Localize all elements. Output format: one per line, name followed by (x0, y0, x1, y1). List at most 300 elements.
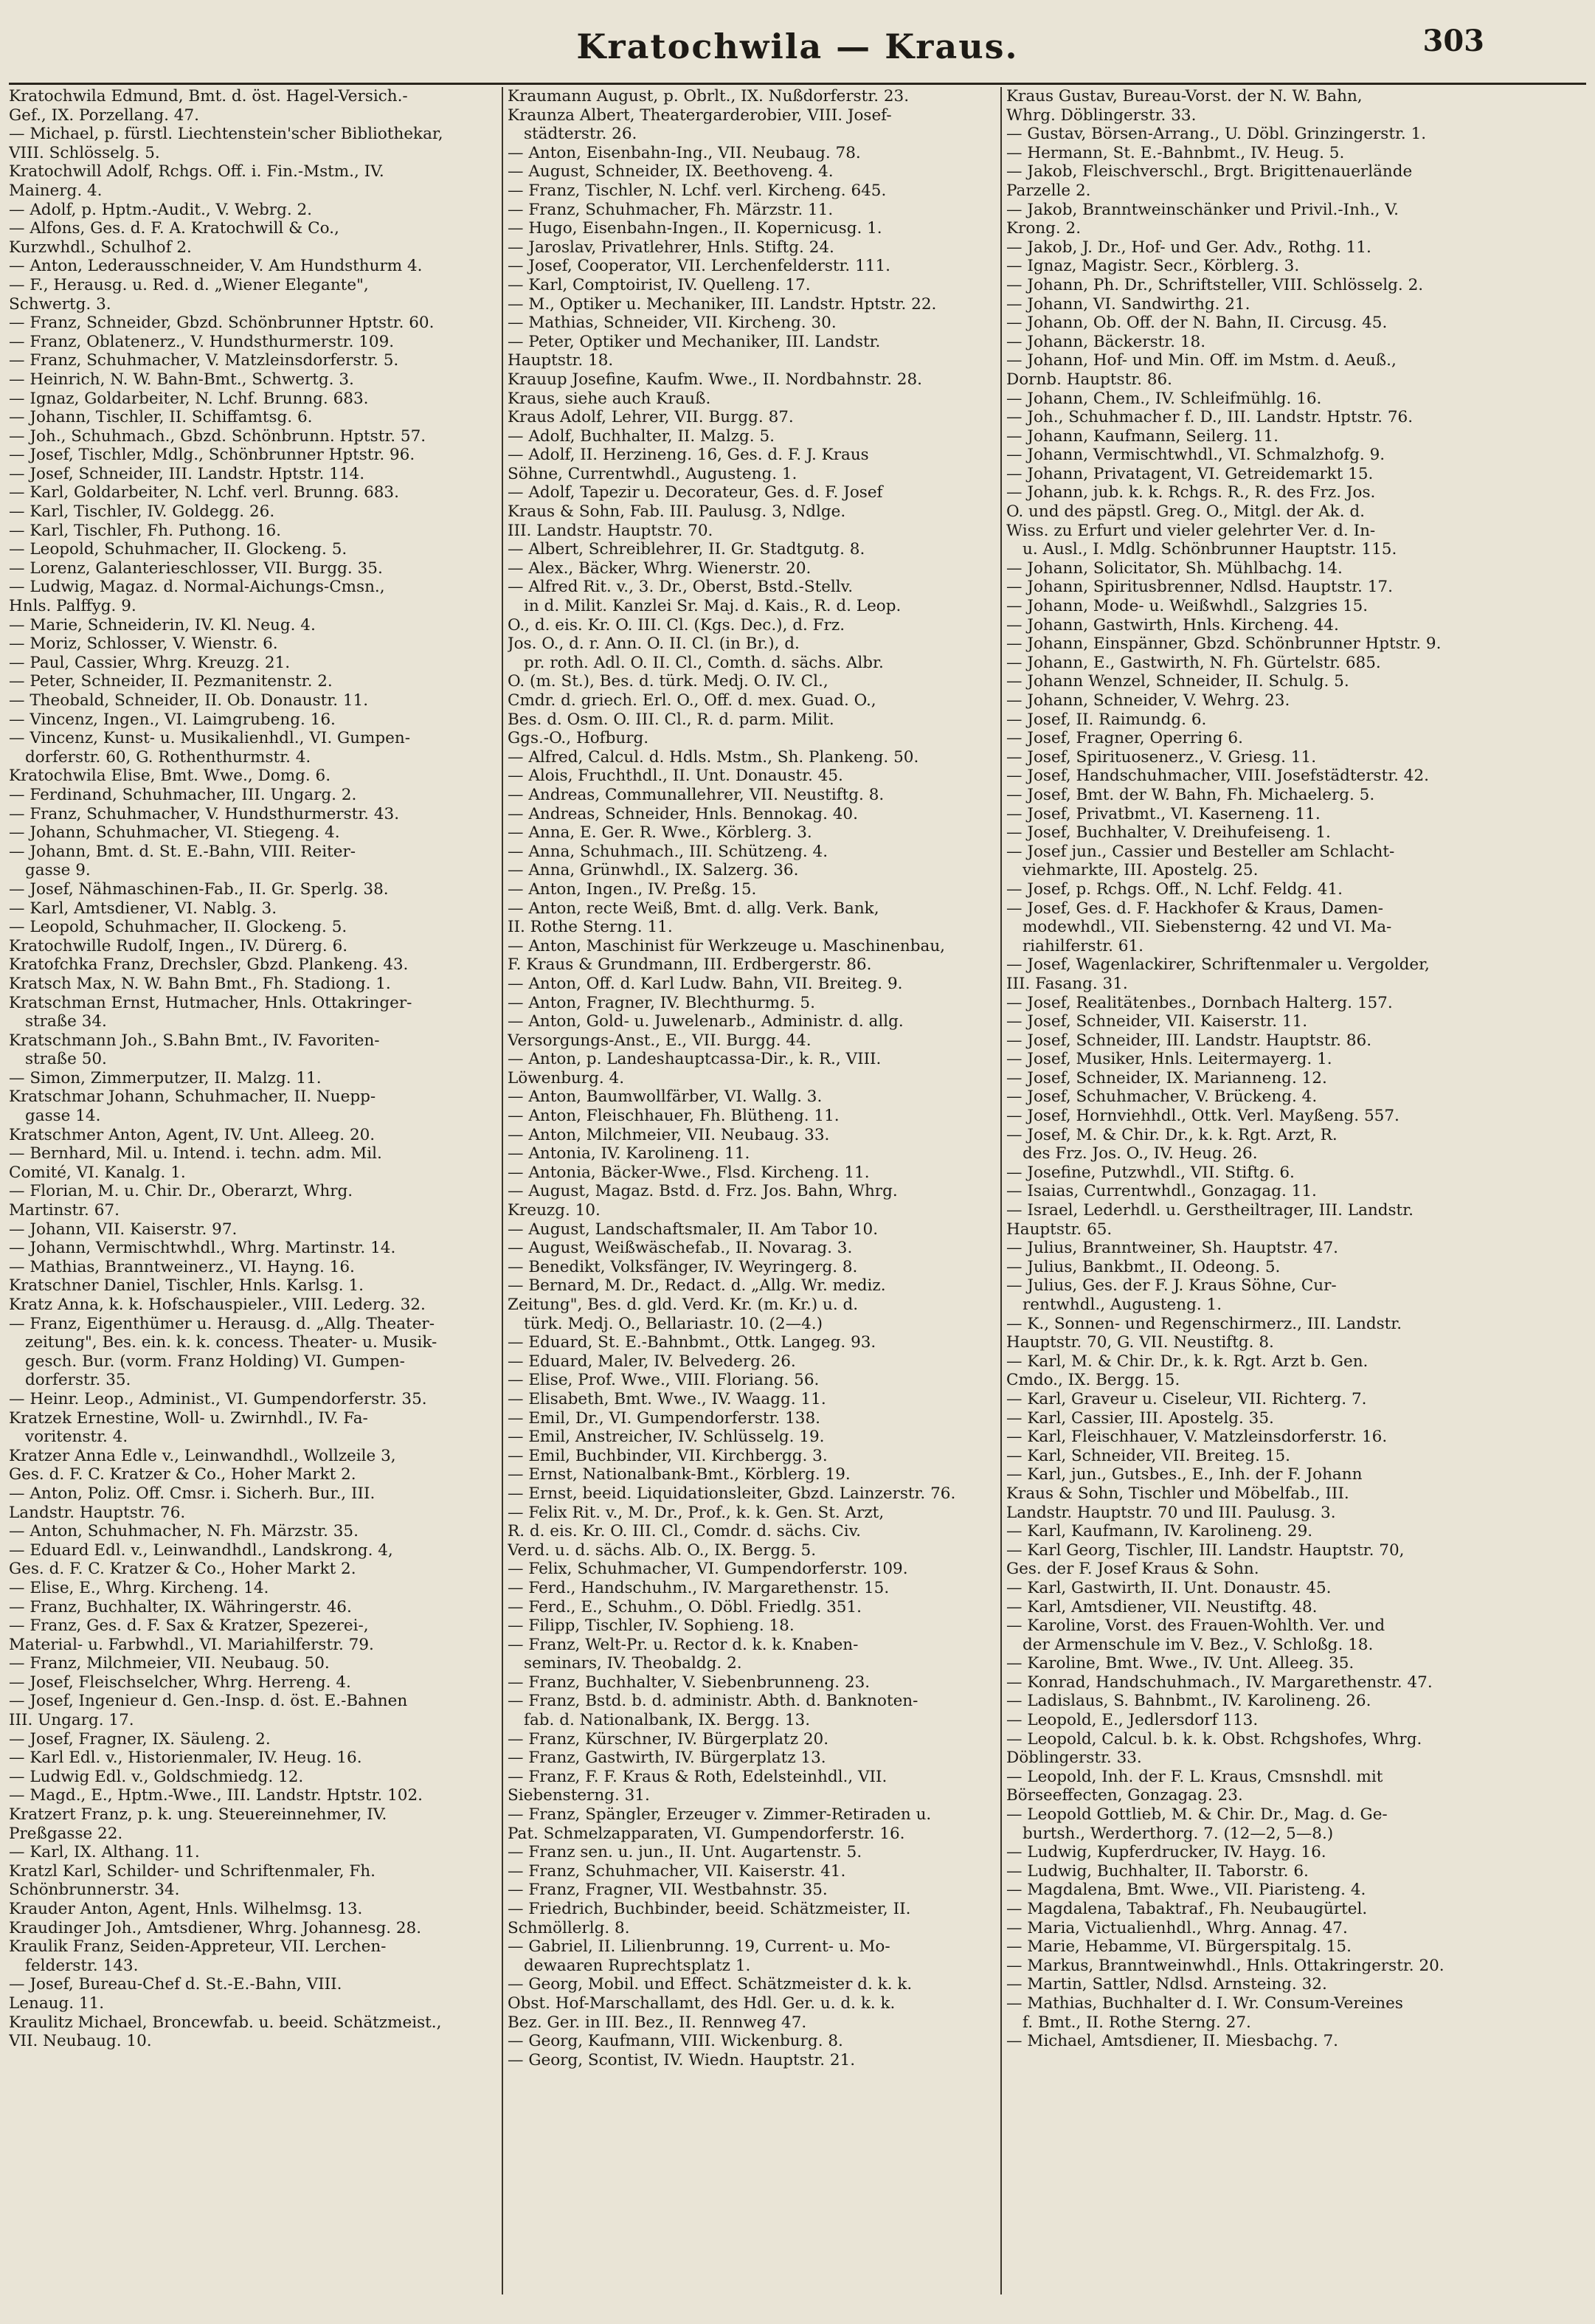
directory-line: Kratochwila Elise, Bmt. Wwe., Domg. 6. (9, 767, 331, 786)
directory-line: Börseeffecten, Gonzagag. 23. (1006, 1786, 1243, 1805)
directory-line: Kratzl Karl, Schilder- und Schriftenmaler, Fh. (9, 1861, 376, 1881)
directory-line: Kraus Gustav, Bureau-Vorst. der N. W. Bahn, (1006, 87, 1363, 106)
directory-line: — Isaias, Currentwhdl., Gonzagag. 11. (1006, 1182, 1317, 1201)
directory-line: Kratochwila Edmund, Bmt. d. öst. Hagel-Versich.- (9, 87, 408, 106)
directory-line: Jos. O., d. r. Ann. O. II. Cl. (in Br.), d. (508, 634, 800, 654)
directory-line: Versorgungs-Anst., E., VII. Burgg. 44. (508, 1031, 812, 1050)
directory-line: — Alois, Fruchthdl., II. Unt. Donaustr. 45. (508, 767, 843, 786)
directory-line: — Gustav, Börsen-Arrang., U. Döbl. Grinzingerstr. 1. (1006, 125, 1427, 144)
directory-line: — Elisabeth, Bmt. Wwe., IV. Waagg. 11. (508, 1389, 826, 1408)
directory-line: — Johann, Ob. Off. der N. Bahn, II. Circusg. 45. (1006, 314, 1388, 333)
page-title: Kratochwila — Kraus. (576, 27, 1019, 66)
directory-line: — Franz, Schneider, Gbzd. Schönbrunner Hptstr. 60. (9, 314, 435, 333)
directory-line: — Karl, jun., Gutsbes., E., Inh. der F. Johann (1006, 1465, 1363, 1484)
directory-line: Kreuzg. 10. (508, 1201, 601, 1220)
directory-line: Krauder Anton, Agent, Hnls. Wilhelmsg. 13. (9, 1900, 363, 1918)
directory-line: — Franz, Buchhalter, V. Siebenbrunneng. 23. (508, 1673, 871, 1692)
directory-line: städterstr. 26. (524, 125, 637, 144)
directory-line: — Johann, VII. Kaiserstr. 97. (9, 1220, 238, 1239)
directory-line: — Florian, M. u. Chir. Dr., Oberarzt, Whrg. (9, 1182, 353, 1201)
directory-line: Kraus & Sohn, Fab. III. Paulusg. 3, Ndlge. (508, 502, 846, 522)
directory-line: Cmdo., IX. Bergg. 15. (1006, 1371, 1180, 1390)
directory-line: — Benedikt, Volksfänger, IV. Weyringerg. 8. (508, 1257, 858, 1276)
directory-line: — Anton, Ingen., IV. Preßg. 15. (508, 879, 757, 899)
column-3 (1006, 87, 1495, 2294)
directory-line: — Johann, Vermischtwhdl., Whrg. Martinstr. 14. (9, 1239, 396, 1258)
directory-line: — Peter, Schneider, II. Pezmanitenstr. 2. (9, 672, 333, 691)
directory-line: — Josef, Fleischselcher, Whrg. Herreng. 4. (9, 1673, 351, 1692)
directory-line: — Franz, Schuhmacher, V. Hundsthurmerstr. 43. (9, 804, 400, 823)
directory-line: — Johann, Bmt. d. St. E.-Bahn, VIII. Reiter- (9, 842, 356, 861)
directory-line: — Franz, Milchmeier, VII. Neubaug. 50. (9, 1654, 330, 1673)
directory-line: — M., Optiker u. Mechaniker, III. Landstr. Hptstr. 22. (508, 294, 937, 314)
directory-line: Wiss. zu Erfurt und vieler gelehrter Ver. d. In- (1006, 521, 1376, 540)
directory-line: — Franz, Gastwirth, IV. Bürgerplatz 13. (508, 1749, 826, 1768)
directory-line: Ges. der F. Josef Kraus & Sohn. (1006, 1560, 1259, 1579)
directory-line: — Josef, Spirituosenerz., V. Griesg. 11. (1006, 747, 1317, 767)
directory-line: — Franz, Schuhmacher, Fh. Märzstr. 11. (508, 200, 834, 219)
directory-line: — Karoline, Vorst. des Frauen-Wohlth. Ver. und (1006, 1616, 1385, 1636)
directory-line: Kratschmar Johann, Schuhmacher, II. Nuepp- (9, 1087, 376, 1107)
directory-line: — Josef, Bmt. der W. Bahn, Fh. Michaelerg. 5. (1006, 785, 1375, 804)
directory-line: — Jaroslav, Privatlehrer, Hnls. Stiftg. 24. (508, 238, 834, 257)
directory-line: VIII. Schlösselg. 5. (9, 143, 160, 162)
directory-line: Kraumann August, p. Obrlt., IX. Nußdorferstr. 23. (508, 87, 910, 106)
directory-line: Whrg. Döblingerstr. 33. (1006, 106, 1197, 125)
directory-line: — Ludwig, Kupferdrucker, IV. Hayg. 16. (1006, 1843, 1326, 1862)
directory-line: — Jakob, Fleischverschl., Brgt. Brigittenauerlände (1006, 162, 1413, 181)
directory-line: — Adolf, II. Herzineng. 16, Ges. d. F. J. Kraus (508, 446, 869, 465)
directory-line: — Vincenz, Ingen., VI. Laimgrubeng. 16. (9, 710, 336, 729)
directory-line: — Anna, E. Ger. R. Wwe., Körblerg. 3. (508, 823, 812, 843)
directory-line: — Johann, jub. k. k. Rchgs. R., R. des Frz. Jos. (1006, 483, 1376, 502)
directory-line: Bez. Ger. in III. Bez., II. Rennweg 47. (508, 2013, 807, 2032)
directory-line: — Franz, Welt-Pr. u. Rector d. k. k. Knaben- (508, 1635, 859, 1654)
directory-line: straße 50. (25, 1050, 107, 1069)
directory-line: Comité, VI. Kanalg. 1. (9, 1163, 186, 1182)
directory-line: — Anton, Fragner, IV. Blechthurmg. 5. (508, 993, 815, 1012)
directory-line: — Simon, Zimmerputzer, II. Malzg. 11. (9, 1068, 322, 1087)
directory-line: rentwhdl., Augusteng. 1. (1023, 1296, 1222, 1314)
directory-line: — Karl, Goldarbeiter, N. Lchf. verl. Brunng. 683. (9, 483, 399, 502)
directory-line: zeitung", Bes. ein. k. k. concess. Theater- u. Musik- (25, 1333, 437, 1352)
directory-line: O., d. eis. Kr. O. III. Cl. (Kgs. Dec.), d. Frz. (508, 615, 845, 634)
directory-line: II. Rothe Sterng. 11. (508, 918, 673, 937)
column-1 (9, 87, 497, 2294)
directory-line: — Anton, Gold- u. Juwelenarb., Administr. d. allg. (508, 1012, 904, 1031)
directory-line: — Heinrich, N. W. Bahn-Bmt., Schwertg. 3. (9, 370, 354, 389)
directory-line: — Filipp, Tischler, IV. Sophieng. 18. (508, 1616, 795, 1636)
directory-line: — Franz sen. u. jun., II. Unt. Augartenstr. 5. (508, 1843, 862, 1862)
directory-line: Krong. 2. (1006, 219, 1082, 238)
directory-line: — Franz, Spängler, Erzeuger v. Zimmer-Retiraden u. (508, 1805, 932, 1825)
directory-line: Kratzert Franz, p. k. ung. Steuereinnehmer, IV. (9, 1805, 387, 1825)
directory-line: — Mathias, Buchhalter d. I. Wr. Consum-Vereines (1006, 1993, 1403, 2013)
directory-line: — Felix, Schuhmacher, VI. Gumpendorferstr. 109. (508, 1560, 908, 1579)
directory-line: — Franz, Buchhalter, IX. Währingerstr. 46. (9, 1597, 352, 1616)
directory-line: — Ignaz, Magistr. Secr., Körblerg. 3. (1006, 257, 1300, 276)
directory-line: — Johann, Gastwirth, Hnls. Kircheng. 44. (1006, 615, 1339, 634)
directory-line: — Franz, F. F. Kraus & Roth, Edelsteinhdl., VII. (508, 1767, 888, 1786)
directory-line: riahilferstr. 61. (1023, 936, 1144, 955)
directory-line: — Josef, Schneider, IX. Marianneng. 12. (1006, 1068, 1327, 1087)
directory-line: — Leopold, Inh. der F. L. Kraus, Cmsnshdl. mit (1006, 1767, 1383, 1786)
directory-line: Söhne, Currentwhdl., Augusteng. 1. (508, 464, 798, 483)
directory-line: — Josef, M. & Chir. Dr., k. k. Rgt. Arzt, R. (1006, 1125, 1338, 1144)
directory-line: — Alex., Bäcker, Whrg. Wienerstr. 20. (508, 558, 812, 578)
directory-line: — Georg, Scontist, IV. Wiedn. Hauptstr. 21. (508, 2050, 856, 2069)
directory-line: — Josef, Schneider, VII. Kaiserstr. 11. (1006, 1012, 1308, 1031)
column-2 (508, 87, 996, 2294)
directory-line: — Bernhard, Mil. u. Intend. i. techn. adm. Mil. (9, 1144, 382, 1163)
directory-line: — Anton, Baumwollfärber, VI. Wallg. 3. (508, 1087, 823, 1107)
directory-line: — Adolf, p. Hptm.-Audit., V. Webrg. 2. (9, 200, 313, 219)
directory-line: — Leopold, Schuhmacher, II. Glockeng. 5. (9, 540, 347, 559)
directory-line: — Ignaz, Goldarbeiter, N. Lchf. Brunng. 683. (9, 389, 369, 408)
directory-line: — Julius, Bankbmt., II. Odeong. 5. (1006, 1257, 1281, 1276)
directory-line: — Franz, Schuhmacher, VII. Kaiserstr. 41. (508, 1861, 846, 1881)
directory-line: — Ladislaus, S. Bahnbmt., IV. Karolineng. 26. (1006, 1692, 1371, 1711)
directory-line: — Johann, Solicitator, Sh. Mühlbachg. 14. (1006, 558, 1343, 578)
directory-line: Kratzer Anna Edle v., Leinwandhdl., Wollzeile 3, (9, 1446, 396, 1465)
directory-line: Kraus, siehe auch Krauß. (508, 389, 711, 408)
directory-line: Kraulitz Michael, Broncewfab. u. beeid. Schätzmeist., (9, 2013, 442, 2032)
directory-line: — Johann Wenzel, Schneider, II. Schulg. 5. (1006, 672, 1349, 691)
directory-line: — Karl, Kaufmann, IV. Karolineng. 29. (1006, 1522, 1313, 1541)
directory-line: Hauptstr. 65. (1006, 1220, 1113, 1239)
directory-line: — Karl, Gastwirth, II. Unt. Donaustr. 45. (1006, 1578, 1332, 1597)
directory-line: voritenstr. 4. (25, 1428, 128, 1447)
directory-line: u. Ausl., I. Mdlg. Schönbrunner Hauptstr. 115. (1023, 540, 1397, 559)
directory-line: — Josef, Musiker, Hnls. Leitermayerg. 1. (1006, 1050, 1332, 1069)
directory-line: — Hugo, Eisenbahn-Ingen., II. Kopernicusg. 1. (508, 219, 882, 238)
directory-line: — Jakob, J. Dr., Hof- und Ger. Adv., Rothg. 11. (1006, 238, 1371, 257)
directory-line: — Leopold, Schuhmacher, II. Glockeng. 5. (9, 918, 347, 937)
directory-line: Kratzek Ernestine, Woll- u. Zwirnhdl., IV. Fa- (9, 1408, 368, 1428)
directory-line: — Karl, M. & Chir. Dr., k. k. Rgt. Arzt b. Gen. (1006, 1352, 1369, 1371)
directory-line: — Karl, Amtsdiener, VI. Nablg. 3. (9, 899, 277, 918)
directory-line: straße 34. (25, 1012, 107, 1031)
directory-line: — K., Sonnen- und Regenschirmerz., III. Landstr. (1006, 1314, 1402, 1333)
directory-line: — Antonia, IV. Karolineng. 11. (508, 1144, 750, 1163)
directory-line: — Josef, Cooperator, VII. Lerchenfelderstr. 111. (508, 257, 890, 276)
directory-line: — Anton, Eisenbahn-Ing., VII. Neubaug. 78. (508, 143, 861, 162)
directory-line: — Emil, Anstreicher, IV. Schlüsselg. 19. (508, 1428, 825, 1447)
directory-line: — Mathias, Schneider, VII. Kircheng. 30. (508, 314, 837, 333)
directory-line: — Josef jun., Cassier und Besteller am Schlacht- (1006, 842, 1395, 861)
directory-line: — Josef, Handschuhmacher, VIII. Josefstädterstr. 42. (1006, 767, 1430, 786)
directory-line: — Magd., E., Hptm.-Wwe., III. Landstr. Hptstr. 102. (9, 1786, 423, 1805)
directory-line: Ges. d. F. C. Kratzer & Co., Hoher Markt 2. (9, 1465, 356, 1484)
directory-line: — Jakob, Branntweinschänker und Privil.-Inh., V. (1006, 200, 1399, 219)
directory-line: — Johann, Spiritusbrenner, Ndlsd. Hauptstr. 17. (1006, 578, 1393, 597)
directory-line: — Marie, Hebamme, VI. Bürgerspitalg. 15. (1006, 1937, 1352, 1957)
directory-line: — Josef, Ingenieur d. Gen.-Insp. d. öst. E.-Bahnen (9, 1692, 408, 1711)
directory-line: — Karl, Graveur u. Ciseleur, VII. Richterg. 7. (1006, 1389, 1367, 1408)
directory-line: — Karl, IX. Althang. 11. (9, 1843, 200, 1862)
directory-line: — Anton, Fleischhauer, Fh. Blütheng. 11. (508, 1107, 840, 1126)
directory-line: Kratschmer Anton, Agent, IV. Unt. Alleeg. 20. (9, 1125, 376, 1144)
directory-line: — Johann, Hof- und Min. Off. im Mstm. d. Aeuß., (1006, 351, 1397, 370)
directory-line: — August, Schneider, IX. Beethoveng. 4. (508, 162, 834, 181)
directory-line: — Franz, Bstd. b. d. administr. Abth. d. Banknoten- (508, 1692, 918, 1711)
directory-line: — Karl Edl. v., Historienmaler, IV. Heug. 16. (9, 1749, 362, 1768)
directory-line: — Josef, Fragner, IX. Säuleng. 2. (9, 1729, 271, 1749)
directory-line: — Magdalena, Tabaktraf., Fh. Neubaugürtel. (1006, 1900, 1368, 1918)
directory-line: Bes. d. Osm. O. III. Cl., R. d. parm. Milit. (508, 710, 834, 729)
directory-line: — Gabriel, II. Lilienbrunng. 19, Current- u. Mo- (508, 1937, 890, 1957)
directory-line: Kratschman Ernst, Hutmacher, Hnls. Ottakringer- (9, 993, 412, 1012)
directory-line: Dornb. Hauptstr. 86. (1006, 370, 1173, 389)
directory-line: Cmdr. d. griech. Erl. O., Off. d. mex. Guad. O., (508, 691, 876, 710)
directory-line: — Anton, Poliz. Off. Cmsr. i. Sicherh. Bur., III. (9, 1484, 376, 1503)
directory-line: — Johann, Mode- u. Weißwhdl., Salzgries 15. (1006, 597, 1369, 616)
directory-line: — Joh., Schuhmacher f. D., III. Landstr. Hptstr. 76. (1006, 408, 1414, 427)
directory-line: — Magdalena, Bmt. Wwe., VII. Piaristeng. 4. (1006, 1881, 1366, 1900)
directory-line: — Andreas, Schneider, Hnls. Bennokag. 40. (508, 804, 858, 823)
directory-line: — Ferd., Handschuhm., IV. Margarethenstr. 15. (508, 1578, 890, 1597)
directory-line: — Johann, Schneider, V. Wehrg. 23. (1006, 691, 1290, 710)
directory-line: — Josef, Ges. d. F. Hackhofer & Kraus, Damen- (1006, 899, 1383, 918)
directory-line: türk. Medj. O., Bellariastr. 10. (2—4.) (524, 1314, 823, 1333)
directory-line: — Heinr. Leop., Administ., VI. Gumpendorferstr. 35. (9, 1389, 427, 1408)
directory-line: — Karl Georg, Tischler, III. Landstr. Hauptstr. 70, (1006, 1540, 1405, 1560)
directory-line: — Leopold, Calcul. b. k. k. Obst. Rchgshofes, Whrg. (1006, 1729, 1422, 1749)
directory-line: der Armenschule im V. Bez., V. Schloßg. 18. (1023, 1635, 1374, 1654)
directory-line: — Friedrich, Buchbinder, beeid. Schätzmeister, II. (508, 1900, 911, 1918)
directory-line: — Ferd., E., Schuhm., O. Döbl. Friedlg. 351. (508, 1597, 862, 1616)
directory-line: Hnls. Palffyg. 9. (9, 597, 136, 616)
directory-line: R. d. eis. Kr. O. III. Cl., Comdr. d. sächs. Civ. (508, 1522, 862, 1541)
directory-line: — Lorenz, Galanterieschlosser, VII. Burgg. 35. (9, 558, 383, 578)
directory-line: — Josef, Schneider, III. Landstr. Hauptstr. 86. (1006, 1031, 1372, 1050)
directory-line: — Anton, p. Landeshauptcassa-Dir., k. R., VIII. (508, 1050, 882, 1069)
directory-line: — Konrad, Handschuhmach., IV. Margarethenstr. 47. (1006, 1673, 1433, 1692)
directory-line: — Theobald, Schneider, II. Ob. Donaustr. 11. (9, 691, 369, 710)
directory-line: Martinstr. 67. (9, 1201, 120, 1220)
directory-line: Landstr. Hauptstr. 70 und III. Paulusg. 3. (1006, 1503, 1336, 1522)
directory-line: — Franz, Kürschner, IV. Bürgerplatz 20. (508, 1729, 829, 1749)
directory-line: — Anton, Schuhmacher, N. Fh. Märzstr. 35. (9, 1522, 359, 1541)
directory-line: — Josef, Privatbmt., VI. Kaserneng. 11. (1006, 804, 1321, 823)
directory-line: — Moriz, Schlosser, V. Wienstr. 6. (9, 634, 278, 654)
directory-line: — Elise, Prof. Wwe., VIII. Floriang. 56. (508, 1371, 820, 1390)
directory-line: — Martin, Sattler, Ndlsd. Arnsteing. 32. (1006, 1975, 1327, 1994)
directory-line: — August, Landschaftsmaler, II. Am Tabor 10. (508, 1220, 879, 1239)
directory-line: in d. Milit. Kanzlei Sr. Maj. d. Kais., R. d. Leop. (524, 597, 902, 616)
directory-line: — Johann, Bäckerstr. 18. (1006, 332, 1206, 351)
directory-line: — Johann, Chem., IV. Schleifmühlg. 16. (1006, 389, 1322, 408)
directory-line: Krauup Josefine, Kaufm. Wwe., II. Nordbahnstr. 28. (508, 370, 922, 389)
directory-line: felderstr. 143. (25, 1956, 139, 1975)
directory-line: Kratochwill Adolf, Rchgs. Off. i. Fin.-Mstm., IV. (9, 162, 384, 181)
directory-line: VII. Neubaug. 10. (9, 2032, 152, 2051)
directory-line: Material- u. Farbwhdl., VI. Mariahilferstr. 79. (9, 1635, 374, 1654)
directory-line: — Andreas, Communallehrer, VII. Neustiftg. 8. (508, 785, 885, 804)
directory-line: — Mathias, Branntweinerz., VI. Hayng. 16. (9, 1257, 355, 1276)
directory-line: — Franz, Schuhmacher, V. Matzleinsdorferstr. 5. (9, 351, 399, 370)
directory-line: — Josef, Realitätenbes., Dornbach Halterg. 157. (1006, 993, 1393, 1012)
directory-line: Ggs.-O., Hofburg. (508, 729, 649, 748)
directory-line: burtsh., Werderthorg. 7. (12—2, 5—8.) (1023, 1824, 1334, 1843)
directory-line: — Julius, Ges. der F. J. Kraus Söhne, Cur- (1006, 1276, 1337, 1296)
directory-line: — Elise, E., Whrg. Kircheng. 14. (9, 1578, 269, 1597)
directory-line: Kraus & Sohn, Tischler und Möbelfab., III. (1006, 1484, 1349, 1503)
column-divider (1000, 87, 1002, 2294)
directory-line: Löwenburg. 4. (508, 1068, 625, 1087)
directory-line: — Anton, Maschinist für Werkzeuge u. Maschinenbau, (508, 936, 946, 955)
directory-line: O. (m. St.), Bes. d. türk. Medj. O. IV. Cl., (508, 672, 828, 691)
directory-line: — Julius, Branntweiner, Sh. Hauptstr. 47. (1006, 1239, 1338, 1258)
directory-line: — F., Herausg. u. Red. d. „Wiener Elegante", (9, 275, 369, 294)
directory-line: modewhdl., VII. Siebensterng. 42 und VI. Ma- (1023, 918, 1392, 937)
directory-line: — Johann, E., Gastwirth, N. Fh. Gürtelstr. 685. (1006, 653, 1381, 672)
directory-line: — Israel, Lederhdl. u. Gerstheiltrager, III. Landstr. (1006, 1201, 1414, 1220)
directory-line: Lenaug. 11. (9, 1993, 105, 2013)
directory-line: — Emil, Buchbinder, VII. Kirchbergg. 3. (508, 1446, 828, 1465)
directory-line: — Anton, Off. d. Karl Ludw. Bahn, VII. Breiteg. 9. (508, 974, 903, 993)
column-divider (502, 87, 503, 2294)
directory-line: viehmarkte, III. Apostelg. 25. (1023, 861, 1259, 880)
directory-line: Parzelle 2. (1006, 181, 1091, 200)
directory-line: — Leopold Gottlieb, M. & Chir. Dr., Mag. d. Ge- (1006, 1805, 1388, 1825)
directory-line: — Michael, Amtsdiener, II. Miesbachg. 7. (1006, 2032, 1339, 2051)
directory-line: — Karl, Cassier, III. Apostelg. 35. (1006, 1408, 1274, 1428)
directory-line: III. Landstr. Hauptstr. 70. (508, 521, 713, 540)
directory-line: Pat. Schmelzapparaten, VI. Gumpendorferstr. 16. (508, 1824, 905, 1843)
directory-line: gesch. Bur. (vorm. Franz Holding) VI. Gumpen- (25, 1352, 405, 1371)
directory-line: — Johann, Privatagent, VI. Getreidemarkt 15. (1006, 464, 1374, 483)
directory-line: Schmöllerlg. 8. (508, 1918, 630, 1937)
directory-line: Schwertg. 3. (9, 294, 111, 314)
directory-line: — Anna, Schuhmach., III. Schützeng. 4. (508, 842, 828, 861)
directory-line: — Josef, Fragner, Operring 6. (1006, 729, 1243, 748)
directory-line: — Marie, Schneiderin, IV. Kl. Neug. 4. (9, 615, 316, 634)
directory-line: — Ernst, beeid. Liquidationsleiter, Gbzd. Lainzerstr. 76. (508, 1484, 956, 1503)
directory-line: — Josefine, Putzwhdl., VII. Stiftg. 6. (1006, 1163, 1295, 1182)
directory-line: pr. roth. Adl. O. II. Cl., Comth. d. sächs. Albr. (524, 653, 884, 672)
directory-line: Preßgasse 22. (9, 1824, 123, 1843)
directory-line: — Ludwig, Buchhalter, II. Taborstr. 6. (1006, 1861, 1309, 1881)
directory-line: — Karoline, Bmt. Wwe., IV. Unt. Alleeg. 35. (1006, 1654, 1354, 1673)
directory-line: — August, Magaz. Bstd. d. Frz. Jos. Bahn, Whrg. (508, 1182, 898, 1201)
directory-line: Obst. Hof-Marschallamt, des Hdl. Ger. u. d. k. k. (508, 1993, 896, 2013)
directory-line: — Josef, Hornviehhdl., Ottk. Verl. Mayßeng. 557. (1006, 1107, 1399, 1126)
directory-line: des Frz. Jos. O., IV. Heug. 26. (1023, 1144, 1258, 1163)
directory-line: seminars, IV. Theobaldg. 2. (524, 1654, 742, 1673)
directory-line: — Alfons, Ges. d. F. A. Kratochwill & Co., (9, 219, 339, 238)
directory-line: Kratschmann Joh., S.Bahn Bmt., IV. Favoriten- (9, 1031, 380, 1050)
directory-line: gasse 14. (25, 1107, 101, 1126)
directory-line: — Karl, Fleischhauer, V. Matzleinsdorferstr. 16. (1006, 1428, 1388, 1447)
directory-line: — Karl, Comptoirist, IV. Quelleng. 17. (508, 275, 811, 294)
directory-line: — Josef, Bureau-Chef d. St.-E.-Bahn, VIII. (9, 1975, 342, 1994)
directory-line: Landstr. Hauptstr. 76. (9, 1503, 186, 1522)
directory-line: — Karl, Amtsdiener, VII. Neustiftg. 48. (1006, 1597, 1318, 1616)
directory-line: — Felix Rit. v., M. Dr., Prof., k. k. Gen. St. Arzt, (508, 1503, 885, 1522)
directory-line: Kurzwhdl., Schulhof 2. (9, 238, 192, 257)
directory-line: Kratschner Daniel, Tischler, Hnls. Karlsg. 1. (9, 1276, 364, 1296)
directory-line: Kraus Adolf, Lehrer, VII. Burgg. 87. (508, 408, 794, 427)
directory-line: — Josef, Buchhalter, V. Dreihufeiseng. 1. (1006, 823, 1331, 843)
directory-line: fab. d. Nationalbank, IX. Bergg. 13. (524, 1711, 811, 1730)
directory-line: — Ludwig, Magaz. d. Normal-Aichungs-Cmsn., (9, 578, 385, 597)
directory-line: — Albert, Schreiblehrer, II. Gr. Stadtgutg. 8. (508, 540, 865, 559)
directory-line: — Maria, Victualienhdl., Whrg. Annag. 47. (1006, 1918, 1348, 1937)
directory-line: — Alfred Rit. v., 3. Dr., Oberst, Bstd.-Stellv. (508, 578, 854, 597)
directory-line: — Josef, Nähmaschinen-Fab., II. Gr. Sperlg. 38. (9, 879, 389, 899)
directory-line: Mainerg. 4. (9, 181, 103, 200)
directory-line: Kraudinger Joh., Amtsdiener, Whrg. Johannesg. 28. (9, 1918, 422, 1937)
directory-line: Döblingerstr. 33. (1006, 1749, 1142, 1768)
directory-line: — Eduard Edl. v., Leinwandhdl., Landskrong. 4, (9, 1540, 393, 1560)
directory-line: Hauptstr. 18. (508, 351, 614, 370)
directory-line: dorferstr. 60, G. Rothenthurmstr. 4. (25, 747, 311, 767)
directory-line: — Adolf, Tapezir u. Decorateur, Ges. d. F. Josef (508, 483, 883, 502)
directory-line: — Ernst, Nationalbank-Bmt., Körblerg. 19. (508, 1465, 851, 1484)
directory-line: — Anna, Grünwhdl., IX. Salzerg. 36. (508, 861, 799, 880)
directory-line: Kratochwille Rudolf, Ingen., IV. Dürerg. 6. (9, 936, 348, 955)
directory-line: — Anton, Lederausschneider, V. Am Hundsthurm 4. (9, 257, 423, 276)
directory-line: — Johann, VI. Sandwirthg. 21. (1006, 294, 1250, 314)
directory-line: Kraunza Albert, Theatergarderobier, VIII. Josef- (508, 106, 892, 125)
directory-line: — Johann, Einspänner, Gbzd. Schönbrunner Hptstr. 9. (1006, 634, 1442, 654)
directory-line: O. und des päpstl. Greg. O., Mitgl. der Ak. d. (1006, 502, 1365, 522)
page-number: 303 (1422, 24, 1484, 58)
directory-line: — Markus, Branntweinwhdl., Hnls. Ottakringerstr. 20. (1006, 1956, 1445, 1975)
directory-line: — Alfred, Calcul. d. Hdls. Mstm., Sh. Plankeng. 50. (508, 747, 919, 767)
directory-line: — Joh., Schuhmach., Gbzd. Schönbrunn. Hptstr. 57. (9, 426, 426, 446)
directory-line: Ges. d. F. C. Kratzer & Co., Hoher Markt 2. (9, 1560, 356, 1579)
directory-line: — Karl, Tischler, Fh. Puthong. 16. (9, 521, 282, 540)
directory-line: Kratsch Max, N. W. Bahn Bmt., Fh. Stadiong. 1. (9, 974, 391, 993)
directory-line: — Antonia, Bäcker-Wwe., Flsd. Kircheng. 11. (508, 1163, 870, 1182)
directory-line: Kratz Anna, k. k. Hofschauspieler., VIII. Lederg. 32. (9, 1296, 426, 1314)
directory-line: — Karl, Tischler, IV. Goldegg. 26. (9, 502, 275, 522)
directory-line: dewaaren Ruprechtsplatz 1. (524, 1956, 751, 1975)
directory-line: — Georg, Kaufmann, VIII. Wickenburg. 8. (508, 2032, 843, 2051)
directory-line: — Michael, p. fürstl. Liechtenstein'scher Bibliothekar, (9, 125, 443, 144)
directory-line: — Franz, Oblatenerz., V. Hundsthurmerstr. 109. (9, 332, 395, 351)
page-header (0, 21, 1595, 80)
directory-line: — Josef, Schneider, III. Landstr. Hptstr. 114. (9, 464, 365, 483)
directory-line: — Johann, Vermischtwhdl., VI. Schmalzhofg. 9. (1006, 446, 1385, 465)
directory-line: Siebensterng. 31. (508, 1786, 650, 1805)
directory-line: — Vincenz, Kunst- u. Musikalienhdl., VI. Gumpen- (9, 729, 411, 748)
directory-line: — Adolf, Buchhalter, II. Malzg. 5. (508, 426, 775, 446)
directory-line: — Ludwig Edl. v., Goldschmiedg. 12. (9, 1767, 304, 1786)
header-rule (9, 83, 1586, 85)
directory-line: — Eduard, St. E.-Bahnbmt., Ottk. Langeg. 93. (508, 1333, 876, 1352)
directory-line: — Hermann, St. E.-Bahnbmt., IV. Heug. 5. (1006, 143, 1345, 162)
directory-line: f. Bmt., II. Rothe Sterng. 27. (1023, 2013, 1251, 2032)
directory-line: — Anton, Milchmeier, VII. Neubaug. 33. (508, 1125, 830, 1144)
directory-line: — August, Weißwäschefab., II. Novarag. 3. (508, 1239, 853, 1258)
directory-line: — Ferdinand, Schuhmacher, III. Ungarg. 2. (9, 785, 357, 804)
directory-line: — Karl, Schneider, VII. Breiteg. 15. (1006, 1446, 1291, 1465)
directory-line: — Georg, Mobil. und Effect. Schätzmeister d. k. k. (508, 1975, 913, 1994)
directory-line: Kraulik Franz, Seiden-Appreteur, VII. Lerchen- (9, 1937, 387, 1957)
directory-line: — Peter, Optiker und Mechaniker, III. Landstr. (508, 332, 881, 351)
directory-line: — Anton, recte Weiß, Bmt. d. allg. Verk. Bank, (508, 899, 879, 918)
directory-line: — Emil, Dr., VI. Gumpendorferstr. 138. (508, 1408, 820, 1428)
directory-line: — Josef, p. Rchgs. Off., N. Lchf. Feldg. 41. (1006, 879, 1343, 899)
directory-line: — Josef, Schuhmacher, V. Brückeng. 4. (1006, 1087, 1318, 1107)
directory-line: III. Fasang. 31. (1006, 974, 1128, 993)
directory-line: — Josef, Tischler, Mdlg., Schönbrunner Hptstr. 96. (9, 446, 415, 465)
directory-line: dorferstr. 35. (25, 1371, 131, 1390)
directory-line: — Johann, Schuhmacher, VI. Stiegeng. 4. (9, 823, 340, 843)
